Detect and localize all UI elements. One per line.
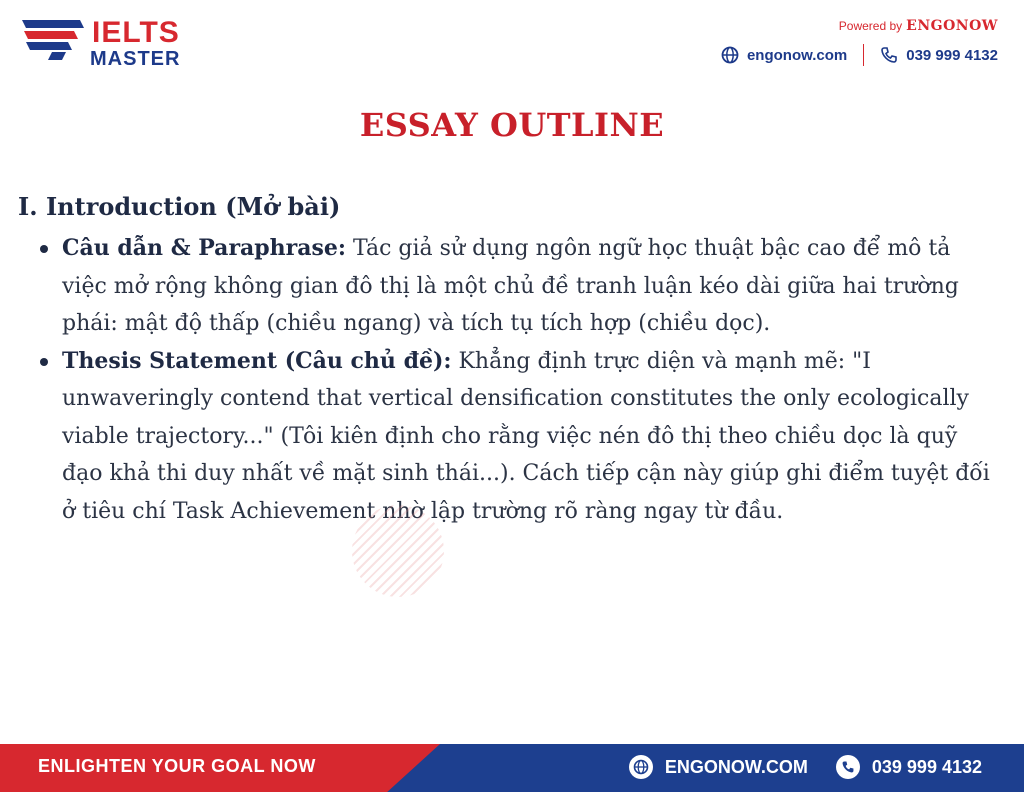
logo-word-ielts: IELTS [92, 16, 180, 49]
footer-website-link[interactable] [629, 755, 808, 779]
powered-by-prefix: Powered by [838, 19, 903, 33]
list-item [62, 343, 1002, 531]
bullet-text: Khẳng định trực diện và mạnh mẽ: "I unwaveringly contend that vertical densification constitutes the only ecologically viable trajectory..." (Tôi kiên định cho rằng việc nén đô thị theo chiều dọc là quỹ đạo khả thi duy nhất về mặt sinh thái...). Cách tiếp cận này giúp ghi điểm tuyệt đối ở tiêu chí Task Achievement nhờ lập trường rõ ràng ngay từ đầu. [62, 348, 990, 524]
header-website-link[interactable] [721, 46, 847, 64]
header-phone-link[interactable] [880, 46, 998, 64]
phone-icon [880, 46, 898, 64]
page-title: ESSAY OUTLINE [359, 106, 665, 144]
ielts-master-logo [22, 14, 192, 74]
globe-icon [721, 46, 739, 64]
header-contact [721, 44, 998, 66]
section-heading: I. Introduction (Mở bài) [18, 192, 341, 221]
header-website-text: engonow.com [746, 46, 848, 64]
logo-stripes-icon [22, 18, 84, 62]
phone-icon [836, 755, 860, 779]
logo-word-master: MASTER [90, 48, 181, 70]
footer-phone-text: 039 999 4132 [871, 756, 982, 777]
footer-website-text: ENGONOW.COM [664, 756, 808, 777]
powered-by [839, 18, 998, 34]
powered-by-brand: ENGONOW [906, 18, 998, 34]
footer-phone-link[interactable] [836, 755, 982, 779]
header-phone-text: 039 999 4132 [906, 46, 998, 64]
list-item [62, 230, 1002, 343]
bullet-list [62, 230, 1002, 530]
watermark-circle [352, 505, 444, 597]
footer-contact [629, 755, 982, 779]
bullet-text: Tác giả sử dụng ngôn ngữ học thuật bậc cao để mô tả việc mở rộng không gian đô thị là một chủ đề tranh luận kéo dài giữa hai trường phái: mật độ thấp (chiều ngang) và tích tụ tích hợp (chiều dọc). [62, 236, 959, 336]
footer-slogan: ENLIGHTEN YOUR GOAL NOW [38, 756, 316, 776]
bullet-lead: Thesis Statement (Câu chủ đề): [62, 347, 452, 374]
bullet-lead: Câu dẫn & Paraphrase: [62, 235, 347, 261]
globe-icon [629, 755, 653, 779]
footer-bar [0, 744, 1024, 792]
header-contact-divider [863, 44, 864, 66]
